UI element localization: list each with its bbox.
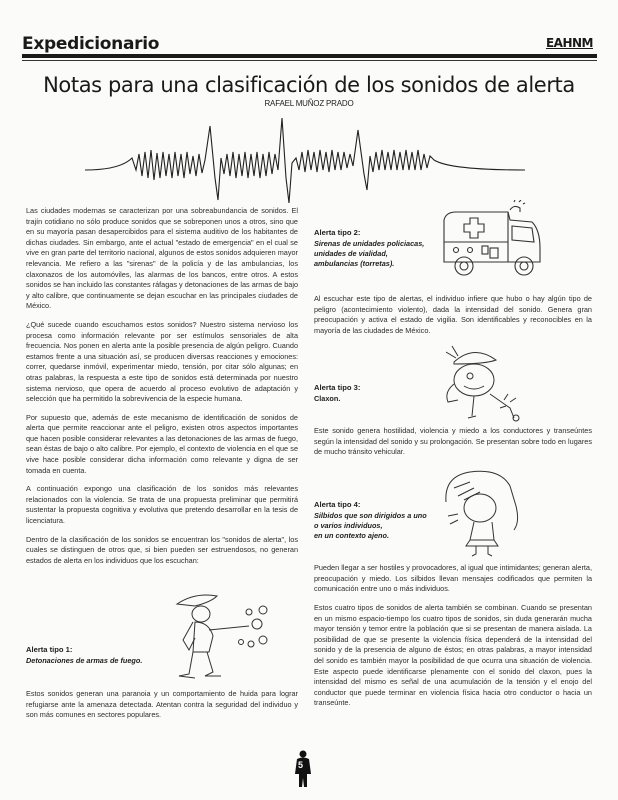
alert-label: Alerta tipo 2: — [314, 228, 361, 237]
ambulance-illustration — [440, 200, 560, 280]
alert-type-3 — [314, 383, 434, 404]
page-number: 5 — [298, 760, 304, 770]
paragraph: Las ciudades modernas se caracterizan por una sobreabundancia de sonidos. El trajín cotidiano no sólo produce sonidos que se sobreponen unos a otros, sino que en su mayoría pasan desapercibidos para el sistema auditivo de los habitantes de dichas ciudades. Sin embargo, ante el actual "estado de emergencia" en el cual se vive en gran parte del territorio nacional, algunos de estos sonidos adquieren mayor relevancia. Me refiero a las "sirenas" de la policía y de las ambulancias, los claxonazos de los automóviles, las alarmas de los bancos, entre otros. A estos sonidos se han incluido las constantes ráfagas y detonaciones de las armas de bajo y alto calibre, que continuamente se dejan escuchar en las principales ciudades de México. — [26, 206, 298, 311]
alert-description-line: en un contexto ajeno. — [314, 530, 390, 540]
after-alert-1-text — [26, 689, 298, 721]
alert-description-line: o varios individuos, — [314, 520, 383, 530]
article-title: Notas para una clasificación de los sonidos de alerta — [43, 73, 575, 97]
alert-label: Alerta tipo 1: — [26, 645, 73, 654]
after-alert-4-text — [314, 563, 592, 595]
closing-text — [314, 603, 592, 709]
left-column — [26, 206, 298, 566]
alert-type-4 — [314, 500, 444, 541]
header-rule-thick — [22, 54, 597, 58]
paragraph: Por supuesto que, además de este mecanismo de identificación de sonidos de alerta que permite reaccionar ante el peligro, existen otros aspectos importantes que hacen posible considerar relevantes a las detonaciones de las armas de fuego, sean éstas de bajo o alto calibre. Por ejemplo, el contexto de violencia en el que se vive hace posible considerar dicha información como relevante y digna de ser tomada en cuenta. — [26, 412, 298, 475]
alert-type-2 — [314, 228, 444, 269]
section-title: Expedicionario — [22, 34, 160, 54]
paragraph: Estos cuatro tipos de sonidos de alerta también se combinan. Cuando se presentan en un mismo espacio-tiempo los cuatro tipos de sonidos, sin duda generarán mucha mayor tensión y temor entre la población que si se presentan de manera aislada. La posibilidad de que se presente la violencia física dependerá de la intensidad del sonido y de la presencia de alguno de éstos; en otras palabras, a mayor intensidad del sonido es también mayor la posibilidad de que ocurra una situación de violencia. Este aspecto puede identificarse plenamente con el sonido del claxon, pues la intensidad del mismo es señal de una acumulación de la tensión y el enojo del conductor que puede terminar en violencia física hacia otro conductor o hacia un transeúnte. — [314, 603, 592, 708]
angry-driver-honking-illustration — [430, 342, 530, 422]
whistling-girl-illustration — [440, 466, 540, 558]
alert-description: Detonaciones de armas de fuego. — [26, 655, 143, 665]
alert-label: Alerta tipo 4: — [314, 500, 361, 509]
alert-description-line: Silbidos que son dirigidos a uno — [314, 510, 427, 520]
gunslinger-illustration — [165, 588, 275, 684]
magazine-logo: EAHNM — [545, 36, 593, 50]
article-author: RAFAEL MUÑOZ PRADO — [264, 99, 354, 108]
alert-description-line: Sirenas de unidades policiacas, — [314, 238, 425, 248]
page-number-badge — [294, 750, 312, 788]
paragraph: A continuación expongo una clasificación de los sonidos más relevantes relacionados con la violencia. Se trata de una propuesta preliminar que permitirá sustentar la propuesta cognitiva y evolutiva que pretendo desarrollar en la tesis de licenciatura. — [26, 484, 298, 526]
alert-description-line: ambulancias (torretas). — [314, 258, 395, 268]
alert-description-line: unidades de vialidad, — [314, 248, 388, 258]
paragraph: Estos sonidos generan una paranoia y un comportamiento de huida para lograr refugiarse ante la amenaza detectada. Atentan contra la seguridad del individuo y son más comunes en sectores populares. — [26, 689, 298, 720]
alert-description: Claxon. — [314, 393, 341, 403]
alert-label: Alerta tipo 3: — [314, 383, 361, 392]
after-alert-3-text — [314, 426, 592, 458]
after-alert-2-text — [314, 294, 592, 336]
alert-type-1 — [26, 645, 176, 666]
paragraph: ¿Qué sucede cuando escuchamos estos sonidos? Nuestro sistema nervioso los procesa como información relevante por ser estímulos sensoriales de alta frecuencia. Nos ponen en alerta ante la posible presencia de algún peligro. Cuando estamos frente a una situación así, se producen diversas reacciones y emociones: correr, quedarse inmóvil, experimentar miedo, tensión, por citar sólo algunas; en otras palabras, la respuesta a este tipo de sonidos está determinada por nuestro sistema nervioso, que opera de acuerdo al proceso evolutivo de adaptación y selección que ha permitido la sobrevivencia de la especie humana. — [26, 319, 298, 404]
paragraph: Pueden llegar a ser hostiles y provocadores, al igual que intimidantes; generan alerta, preocupación y miedo. Los silbidos llevan mensajes codificados que permiten la comunicación entre uno o más individuos. — [314, 563, 592, 594]
sound-waveform-illustration — [60, 108, 560, 203]
paragraph: Al escuchar este tipo de alertas, el individuo infiere que hubo o hay algún tipo de peligro (acontecimiento violento), dada la intensidad del sonido. Genera gran preocupación y activa el estado de vigilia. Son identificables y reconocibles en la mayoría de las ciudades de México. — [314, 294, 592, 335]
paragraph: Este sonido genera hostilidad, violencia y miedo a los conductores y transeúntes según la intensidad del sonido y su prolongación. Se presentan sobre todo en lugares de mucho tránsito vehicular. — [314, 426, 592, 457]
header-rule-thin — [22, 60, 597, 61]
paragraph: Dentro de la clasificación de los sonidos se encuentran los "sonidos de alerta", los cuales se distinguen de otros que, si bien pueden ser estruendosos, no generan estados de alerta en los individuos que los escuchan: — [26, 534, 298, 565]
